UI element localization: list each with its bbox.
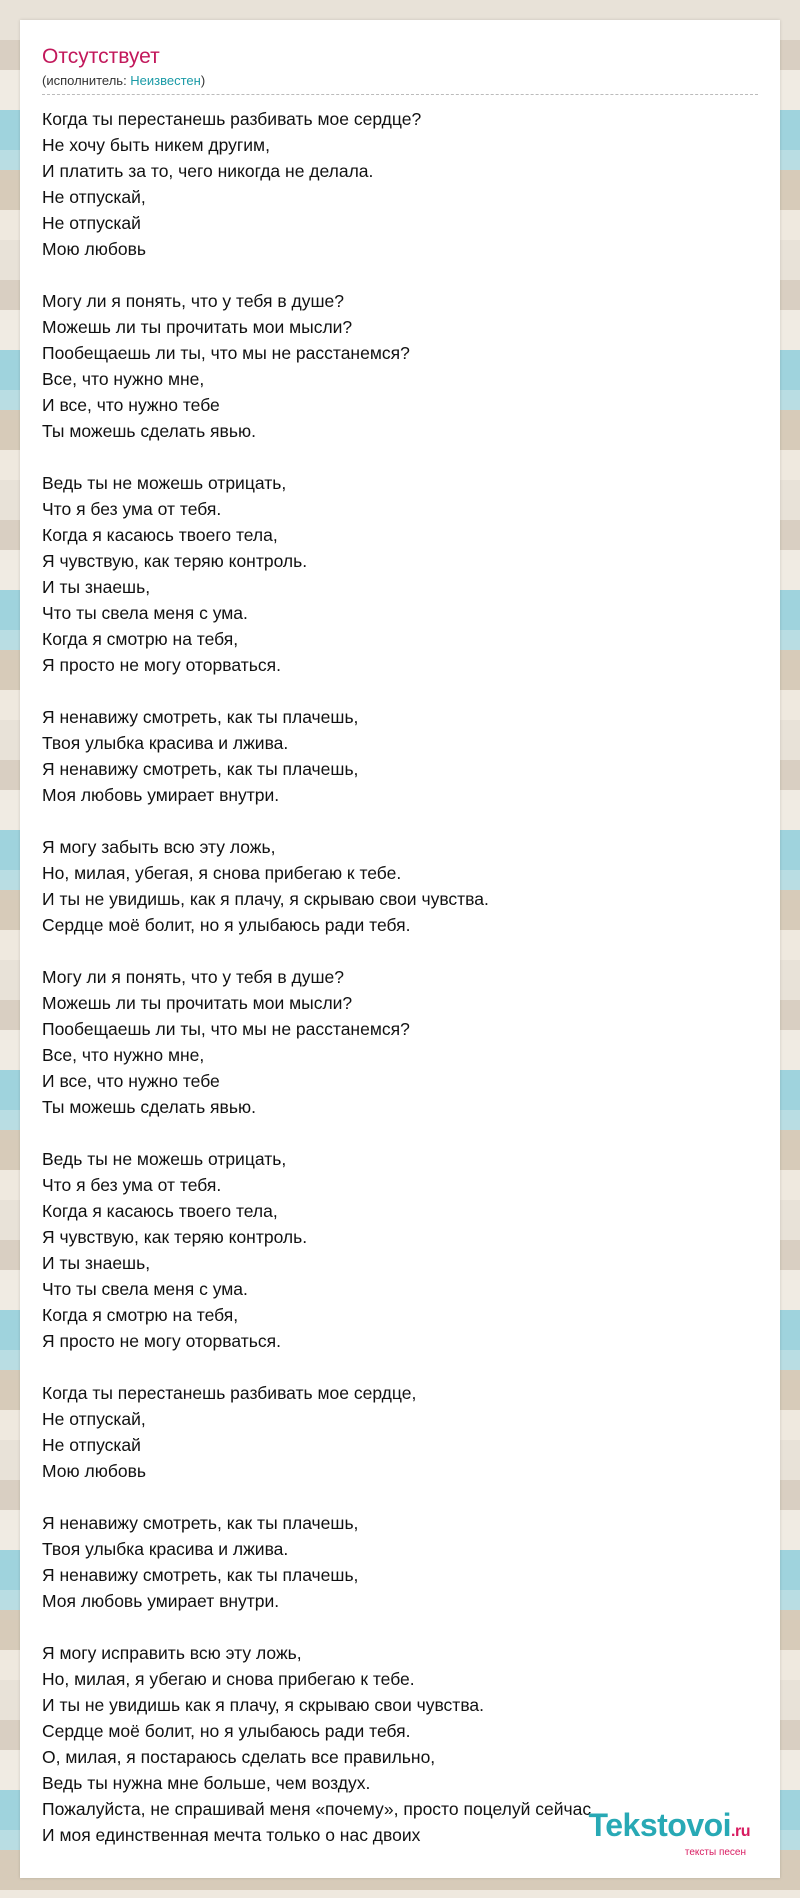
logo-tld: .ru [731, 1823, 750, 1840]
performer-line [42, 72, 758, 90]
song-header [42, 44, 758, 95]
header-divider [42, 94, 758, 95]
lyrics-text: Когда ты перестанешь разбивать мое сердце? Не хочу быть никем другим, И платить за то, чего никогда не делала. Не отпускай, Не отпускай Мою любовь Могу ли я понять, что у тебя в душе? Можешь ли ты прочитать мои мысли? Пообещаешь ли ты, что мы не расстанемся? Все, что нужно мне, И все, что нужно тебе Ты можешь сделать явью. Ведь ты не можешь отрицать, Что я без ума от тебя. Когда я касаюсь твоего тела, Я чувствую, как теряю контроль. И ты знаешь, Что ты свела меня с ума. Когда я смотрю на тебя, Я просто не могу оторваться. Я ненавижу смотреть, как ты плачешь, Твоя улыбка красива и лжива. Я ненавижу смотреть, как ты плачешь, Моя любовь умирает внутри. Я могу забыть всю эту ложь, Но, милая, убегая, я снова прибегаю к тебе. И ты не увидишь, как я плачу, я скрываю свои чувства. Сердце моё болит, но я улыбаюсь ради тебя. Могу ли я понять, что у тебя в душе? Можешь ли ты прочитать мои мысли? Пообещаешь ли ты, что мы не расстанемся? Все, что нужно мне, И все, что нужно тебе Ты можешь сделать явью. Ведь ты не можешь отрицать, Что я без ума от тебя. Когда я касаюсь твоего тела, Я чувствую, как теряю контроль. И ты знаешь, Что ты свела меня с ума. Когда я смотрю на тебя, Я просто не могу оторваться. Когда ты перестанешь разбивать мое сердце, Не отпускай, Не отпускай Мою любовь Я ненавижу смотреть, как ты плачешь, Твоя улыбка красива и лжива. Я ненавижу смотреть, как ты плачешь, Моя любовь умирает внутри. Я могу исправить всю эту ложь, Но, милая, я убегаю и снова прибегаю к тебе. И ты не увидишь как я плачу, я скрываю свои чувства. Сердце моё болит, но я улыбаюсь ради тебя. О, милая, я постараюсь сделать все правильно, Ведь ты нужна мне больше, чем воздух. Пожалуйста, не спрашивай меня «почему», просто поцелуй сейчас И моя единственная мечта только о нас двоих [42, 109, 592, 1845]
performer-prefix: (исполнитель: [42, 73, 131, 88]
logo-name: Tekstovoi [588, 1807, 732, 1843]
logo-tagline: тексты песен [684, 1847, 746, 1858]
site-logo[interactable] [589, 1808, 750, 1858]
lyrics-card [20, 20, 780, 1878]
performer-link[interactable]: Неизвестен [130, 73, 201, 88]
performer-suffix: ) [200, 73, 206, 88]
song-title: Отсутствует [42, 45, 160, 68]
